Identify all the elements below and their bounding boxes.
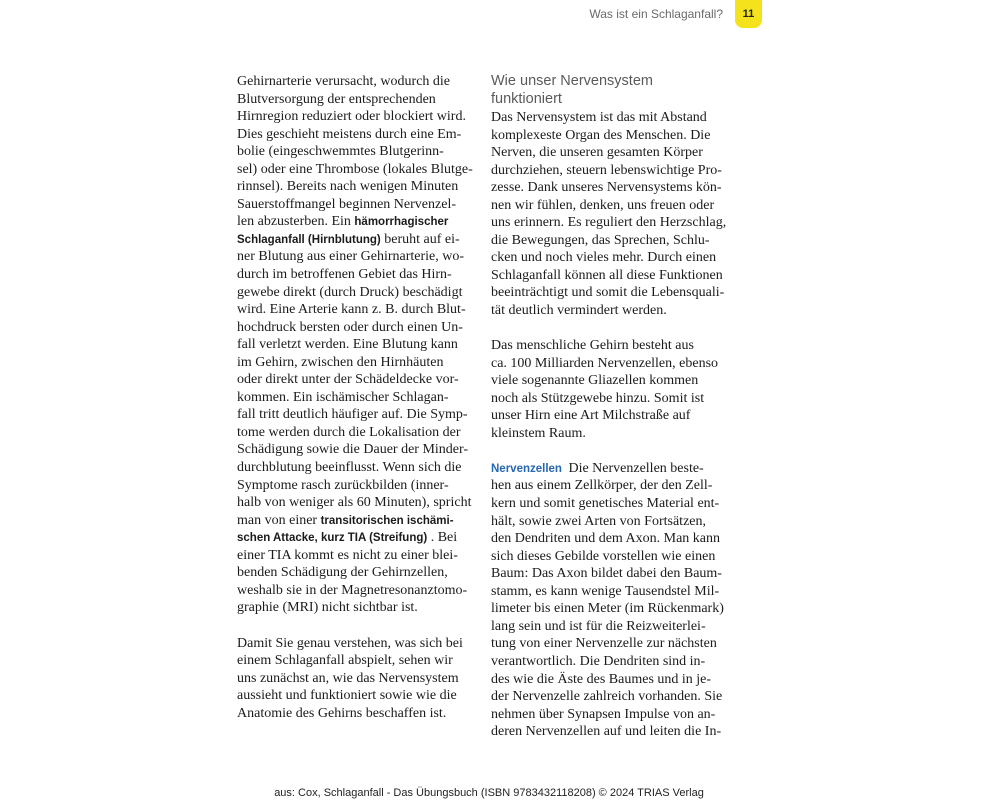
text-line: kleinstem Raum. bbox=[491, 425, 586, 441]
key-term: hämorrhagischer bbox=[354, 216, 449, 229]
text-line: Nerven, die unseren gesamten Körper bbox=[491, 145, 703, 161]
text-segment: beruht auf ei- bbox=[380, 231, 460, 247]
text-line: im Gehirn, zwischen den Hirnhäuten bbox=[237, 354, 444, 370]
paragraph bbox=[491, 337, 731, 442]
text-line: verantwortlich. Die Dendriten sind in- bbox=[491, 653, 706, 669]
text-line: deren Nervenzellen auf und leiten die In- bbox=[491, 724, 722, 740]
text-line: Damit Sie genau verstehen, was sich bei bbox=[237, 635, 463, 651]
text-segment: . Bei bbox=[427, 530, 458, 546]
text-line: der Nervenzelle zahlreich vorhanden. Sie bbox=[491, 689, 723, 705]
text-line: tung von einer Nervenzelle zur nächsten bbox=[491, 636, 717, 652]
left-column bbox=[237, 73, 477, 722]
text-line: limeter bis einen Meter (im Rückenmark) bbox=[491, 601, 724, 617]
text-line: Das menschliche Gehirn besteht aus bbox=[491, 338, 694, 354]
text-line: Symptome rasch zurückbilden (inner- bbox=[237, 477, 449, 493]
text-line: fall verletzt werden. Eine Blutung kann bbox=[237, 337, 458, 353]
text-line: Das Nervensystem ist das mit Abstand bbox=[491, 110, 707, 125]
text-line: uns zunächst an, wie das Nervensystem bbox=[237, 670, 459, 686]
paragraph bbox=[237, 73, 477, 617]
text-line: ner Blutung aus einer Gehirnarterie, wo- bbox=[237, 249, 465, 265]
text-line: Schädigung sowie die Dauer der Minder- bbox=[237, 442, 469, 458]
paragraph-label: Nervenzellen bbox=[491, 462, 562, 475]
text-line: die Bewegungen, das Sprechen, Schlu- bbox=[491, 232, 710, 248]
page-number-badge: 11 bbox=[735, 0, 762, 28]
text-line: bolie (eingeschwemmtes Blutgerinn- bbox=[237, 144, 444, 160]
text-line: stamm, es kann wenige Tausendstel Mil- bbox=[491, 583, 720, 599]
text-line: durch im betroffenen Gebiet das Hirn- bbox=[237, 267, 452, 283]
text-line: tät deutlich vermindert werden. bbox=[491, 303, 667, 319]
text-line: sich dieses Gebilde vorstellen wie einen bbox=[491, 548, 716, 564]
text-line: den Dendriten und dem Axon. Man kann bbox=[491, 531, 721, 547]
text-line: einer TIA kommt es nicht zu einer blei- bbox=[237, 547, 458, 563]
text-line: sel) oder eine Thrombose (lokales Blutge- bbox=[237, 161, 473, 177]
text-line: benden Schädigung der Gehirnzellen, bbox=[237, 565, 448, 581]
text-line: viele sogenannte Gliazellen kommen bbox=[491, 373, 699, 389]
right-column bbox=[491, 72, 731, 741]
text-segment: len abzusterben. Ein bbox=[237, 214, 355, 230]
heading-line: Wie unser Nervensystem bbox=[491, 73, 653, 89]
text-line: durchblutung beeinflusst. Wenn sich die bbox=[237, 460, 462, 476]
text-segment: Die Nervenzellen beste- bbox=[564, 460, 704, 476]
text-line: cken und noch vieles mehr. Durch einen bbox=[491, 250, 717, 266]
heading-line: funktioniert bbox=[491, 91, 562, 107]
text-line: zesse. Dank unseres Nervensystems kön- bbox=[491, 180, 722, 196]
text-line: wird. Eine Arterie kann z. B. durch Blut- bbox=[237, 302, 466, 318]
text-line: hochdruck bersten oder durch einen Un- bbox=[237, 319, 463, 335]
text-line: fall tritt deutlich häufiger auf. Die Symp- bbox=[237, 407, 468, 423]
text-line: Anatomie des Gehirns beschaffen ist. bbox=[237, 705, 447, 721]
paragraph bbox=[491, 460, 731, 741]
text-line bbox=[237, 213, 477, 231]
text-line: des wie die Äste des Baumes und in je- bbox=[491, 671, 712, 687]
text-line: nen wir fühlen, denken, uns freuen oder bbox=[491, 197, 715, 213]
text-line: Baum: Das Axon bildet dabei den Baum- bbox=[491, 566, 722, 582]
paragraph bbox=[491, 109, 731, 320]
text-line: hen aus einem Zellkörper, der den Zell- bbox=[491, 478, 713, 494]
text-line: lang sein und ist für die Reizweiterlei- bbox=[491, 618, 706, 634]
key-term: schen Attacke, kurz TIA (Streifung) bbox=[237, 532, 428, 545]
text-line: graphie (MRI) nicht sichtbar ist. bbox=[237, 600, 418, 616]
text-line: Dies geschieht meistens durch eine Em- bbox=[237, 126, 462, 142]
text-line bbox=[237, 512, 477, 530]
text-line: halb von weniger als 60 Minuten), spricht bbox=[237, 495, 472, 511]
text-line: gewebe direkt (durch Druck) beschädigt bbox=[237, 284, 463, 300]
text-line: hält, sowie zwei Arten von Fortsätzen, bbox=[491, 513, 707, 529]
key-term: Schlaganfall (Hirnblutung) bbox=[237, 233, 381, 246]
text-line: ca. 100 Milliarden Nervenzellen, ebenso bbox=[491, 355, 719, 371]
text-line: durchziehen, steuern lebenswichtige Pro- bbox=[491, 162, 722, 178]
text-line: einem Schlaganfall abspielt, sehen wir bbox=[237, 653, 453, 669]
text-line: Schlaganfall können all diese Funktionen bbox=[491, 267, 723, 283]
text-line: Blutversorgung der entsprechenden bbox=[237, 91, 436, 107]
text-line: uns erinnern. Es reguliert den Herzschlag, bbox=[491, 215, 727, 231]
text-line bbox=[237, 231, 477, 249]
text-line bbox=[237, 529, 477, 547]
text-line: noch als Stützgewebe hinzu. Somit ist bbox=[491, 390, 705, 406]
text-line: oder direkt unter der Schädeldecke vor- bbox=[237, 372, 459, 388]
text-line: Sauerstoffmangel beginnen Nervenzel- bbox=[237, 196, 456, 212]
running-title: Was ist ein Schlaganfall? bbox=[589, 7, 723, 21]
text-line: kern und somit genetisches Material ent- bbox=[491, 496, 720, 512]
text-line: rinnsel). Bereits nach wenigen Minuten bbox=[237, 179, 459, 195]
text-segment: man von einer bbox=[237, 512, 321, 528]
text-line: nehmen über Synapsen Impulse von an- bbox=[491, 706, 716, 722]
text-line: Hirnregion reduziert oder blockiert wird. bbox=[237, 109, 466, 125]
paragraph bbox=[237, 635, 477, 723]
text-line: aussieht und funktioniert sowie wie die bbox=[237, 688, 457, 704]
text-line: komplexeste Organ des Menschen. Die bbox=[491, 127, 711, 143]
text-line: unser Hirn eine Art Milchstraße auf bbox=[491, 408, 691, 424]
text-line: weshalb sie in der Magnetresonanztomo- bbox=[237, 582, 468, 598]
text-line: tome werden durch die Lokalisation der bbox=[237, 424, 461, 440]
text-line: Gehirnarterie verursacht, wodurch die bbox=[237, 74, 451, 89]
text-line: kommen. Ein ischämischer Schlagan- bbox=[237, 389, 449, 405]
text-line: beeinträchtigt und somit die Lebensquali- bbox=[491, 285, 725, 301]
key-term: transitorischen ischämi- bbox=[320, 514, 454, 527]
text-line bbox=[491, 460, 731, 478]
section-heading bbox=[491, 72, 731, 108]
source-citation: aus: Cox, Schlaganfall - Das Übungsbuch (ISBN 9783432118208) © 2024 TRIAS Verlag bbox=[274, 787, 704, 799]
